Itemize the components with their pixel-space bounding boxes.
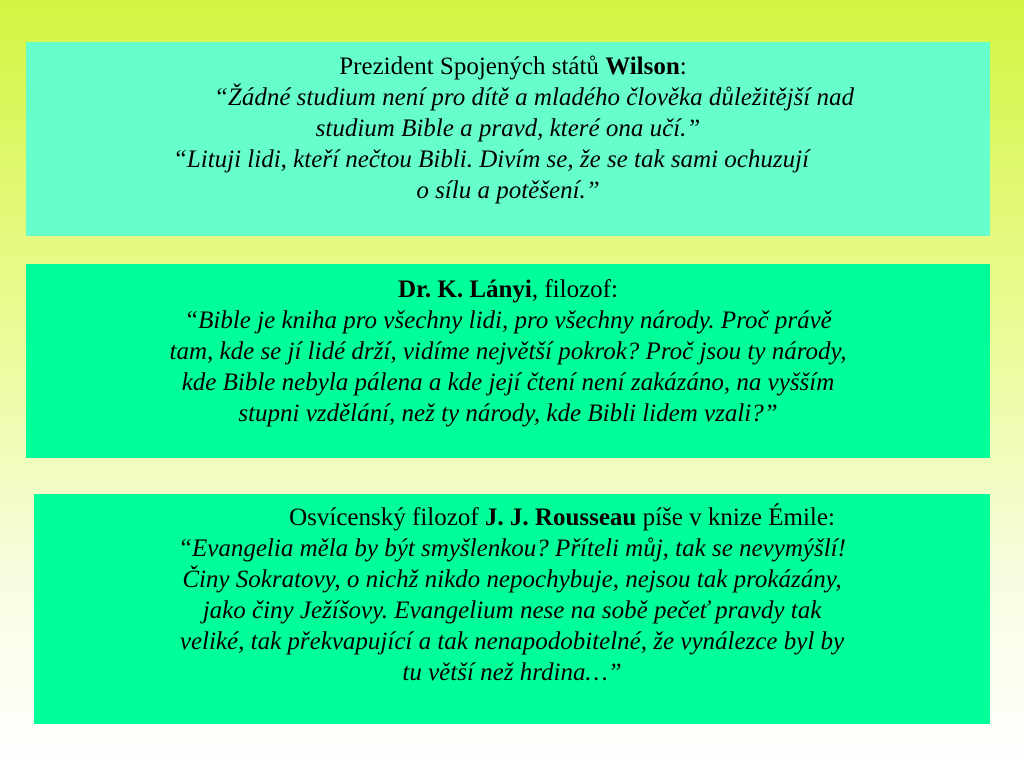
quote-attribution xyxy=(84,502,1024,533)
attribution-text: Osvícenský filozof xyxy=(289,504,485,531)
attribution-suffix: píše v knize Émile: xyxy=(636,504,835,531)
quote-line: “Lituji lidi, kteří nečtou Bibli. Divím se, že se tak sami ochuzují xyxy=(172,146,810,173)
quote-line: stupni vzdělání, než ty národy, kde Bibli lidem vzali?” xyxy=(238,400,778,427)
quote-line: kde Bible nebyla pálena a kde její čtení není zakázáno, na vyšším xyxy=(181,369,835,396)
author-name: Dr. K. Lányi xyxy=(398,276,532,303)
author-name: J. J. Rousseau xyxy=(484,504,637,531)
author-name: Wilson xyxy=(605,53,680,80)
quote-line: Činy Sokratovy, o nichž nikdo nepochybuje, nejsou tak prokázány, xyxy=(182,566,842,593)
quote-line: jako činy Ježíšovy. Evangelium nese na sobě pečeť pravdy tak xyxy=(202,597,822,624)
attribution-suffix: : xyxy=(679,53,687,80)
quote-line: o sílu a potěšení.” xyxy=(416,177,600,204)
quote-line: “Bible je kniha pro všechny lidi, pro všechny národy. Proč právě xyxy=(184,307,832,334)
quote-line: veliké, tak překvapující a tak nenapodobitelné, že vynálezce byl by xyxy=(179,628,845,655)
quote-line: “Evangelia měla by být smyšlenkou? Příteli můj, tak se nevymýšlí! xyxy=(178,535,846,562)
quote-box-lanyi xyxy=(26,264,990,458)
attribution-text: Prezident Spojených států xyxy=(339,53,606,80)
quote-line: tu větší než hrdina…” xyxy=(402,659,622,686)
quote-line: studium Bible a pravd, které ona učí.” xyxy=(315,115,701,142)
quote-attribution xyxy=(26,274,990,305)
attribution-suffix: , filozof: xyxy=(531,276,618,303)
quote-box-wilson xyxy=(26,42,990,236)
quote-line: tam, kde se jí lidé drží, vidíme největší pokrok? Proč jsou ty národy, xyxy=(169,338,847,365)
quote-box-rousseau xyxy=(34,494,990,724)
quote-attribution xyxy=(31,51,995,82)
quote-line: “Žádné studium není pro dítě a mladého člověka důležitější nad xyxy=(214,84,854,111)
